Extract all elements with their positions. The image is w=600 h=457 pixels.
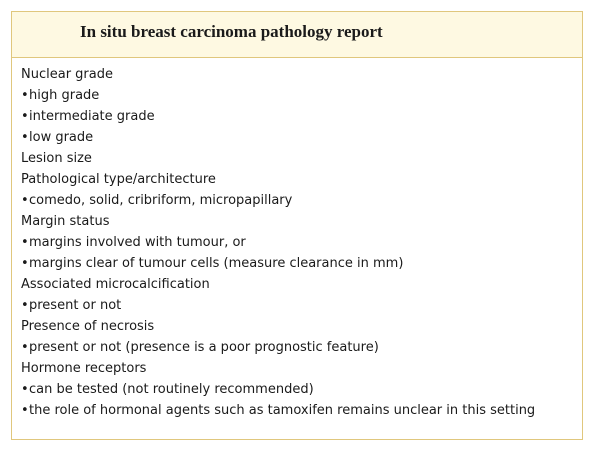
line-text: margins clear of tumour cells (measure clearance in mm)	[29, 256, 404, 271]
bullet-icon: •	[21, 340, 29, 355]
line-text: comedo, solid, cribriform, micropapillary	[29, 193, 293, 208]
report-content	[21, 64, 577, 421]
line-text: Lesion size	[21, 151, 92, 166]
section-heading	[21, 316, 577, 337]
bullet-item	[21, 127, 577, 148]
report-box	[11, 11, 583, 440]
line-text: present or not	[29, 298, 122, 313]
bullet-item	[21, 106, 577, 127]
bullet-icon: •	[21, 403, 29, 418]
bullet-icon: •	[21, 88, 29, 103]
line-text: can be tested (not routinely recommended)	[29, 382, 314, 397]
report-title: In situ breast carcinoma pathology report	[80, 22, 383, 41]
bullet-icon: •	[21, 382, 29, 397]
report-header	[12, 12, 582, 58]
line-text: the role of hormonal agents such as tamoxifen remains unclear in this setting	[29, 403, 536, 418]
bullet-icon: •	[21, 109, 29, 124]
bullet-item	[21, 232, 577, 253]
bullet-icon: •	[21, 193, 29, 208]
line-text: Hormone receptors	[21, 361, 147, 376]
section-heading	[21, 358, 577, 379]
bullet-item	[21, 295, 577, 316]
line-text: low grade	[29, 130, 94, 145]
line-text: Pathological type/architecture	[21, 172, 216, 187]
line-text: Margin status	[21, 214, 110, 229]
line-text: Nuclear grade	[21, 67, 113, 82]
line-text: intermediate grade	[29, 109, 155, 124]
section-heading	[21, 148, 577, 169]
bullet-icon: •	[21, 130, 29, 145]
bullet-icon: •	[21, 256, 29, 271]
bullet-item	[21, 400, 577, 421]
section-heading	[21, 211, 577, 232]
bullet-item	[21, 190, 577, 211]
line-text: Presence of necrosis	[21, 319, 155, 334]
line-text: present or not (presence is a poor prognostic feature)	[29, 340, 379, 355]
line-text: margins involved with tumour, or	[29, 235, 246, 250]
bullet-item	[21, 379, 577, 400]
bullet-item	[21, 253, 577, 274]
bullet-icon: •	[21, 298, 29, 313]
bullet-icon: •	[21, 235, 29, 250]
section-heading	[21, 274, 577, 295]
section-heading	[21, 64, 577, 85]
bullet-item	[21, 337, 577, 358]
line-text: Associated microcalcification	[21, 277, 210, 292]
line-text: high grade	[29, 88, 100, 103]
section-heading	[21, 169, 577, 190]
bullet-item	[21, 85, 577, 106]
